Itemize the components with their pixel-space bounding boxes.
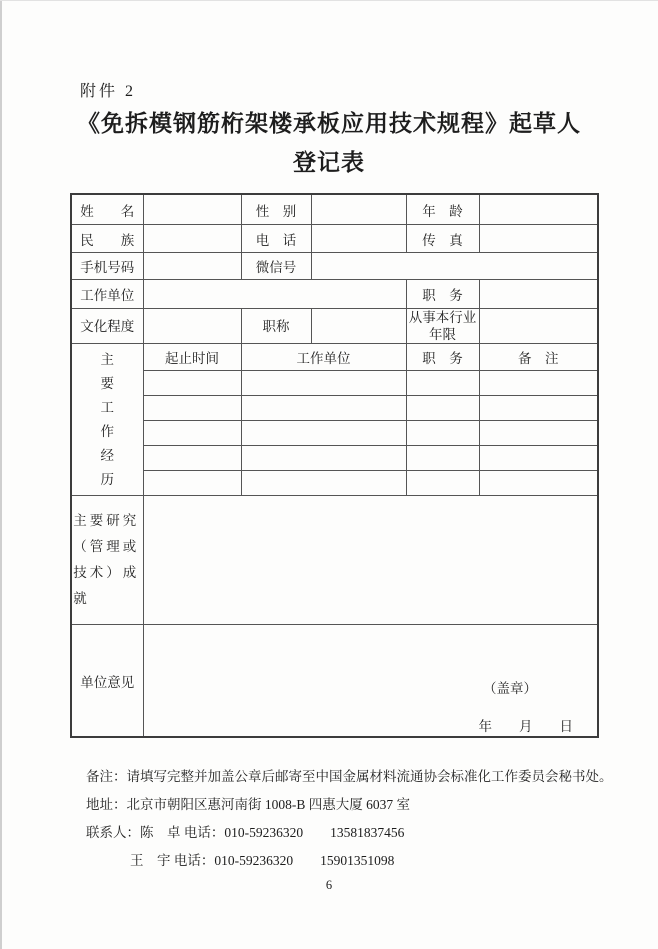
industry-years-field (479, 309, 598, 344)
experience-row (71, 421, 598, 446)
exp-position-field (406, 396, 479, 421)
achievements-row (71, 496, 598, 625)
phone-label: 电 话 (241, 225, 311, 253)
phone-field (311, 225, 406, 253)
exp-employer-field (241, 421, 406, 446)
footer-note: 备注：请填写完整并加盖公章后邮寄至中国金属材料流通协会标准化工作委员会秘书处。 (86, 769, 613, 784)
achievements-field (143, 496, 598, 625)
experience-header-row (71, 344, 598, 371)
footer-contact-1: 联系人：陈 卓 电话：010-59236320 13581837456 (86, 825, 405, 840)
footer-contact-2: 王 宇 电话：010-59236320 15901351098 (130, 853, 395, 868)
ethnicity-label: 民 族 (71, 225, 143, 253)
page-title (0, 104, 658, 182)
age-field (479, 194, 598, 225)
name-label: 姓 名 (71, 194, 143, 225)
unit-opinion-label: 单位意见 (71, 625, 143, 738)
table-row (71, 194, 598, 225)
table-row (71, 309, 598, 344)
table-row (71, 280, 598, 309)
scan-edge-top (0, 0, 658, 1)
exp-time-field (143, 471, 241, 496)
experience-row (71, 396, 598, 421)
exp-col-time: 起止时间 (143, 344, 241, 371)
position-label: 职 务 (406, 280, 479, 309)
wechat-field (311, 253, 598, 280)
professional-title-label: 职称 (241, 309, 311, 344)
registration-table (70, 193, 599, 738)
gender-field (311, 194, 406, 225)
exp-time-field (143, 421, 241, 446)
exp-position-field (406, 371, 479, 396)
table-row (71, 225, 598, 253)
page-number: 6 (325, 878, 333, 892)
fax-label: 传 真 (406, 225, 479, 253)
exp-position-field (406, 471, 479, 496)
exp-employer-field (241, 371, 406, 396)
exp-time-field (143, 396, 241, 421)
exp-remark-field (479, 471, 598, 496)
experience-section-label (71, 344, 143, 496)
exp-position-field (406, 446, 479, 471)
exp-remark-field (479, 371, 598, 396)
exp-col-remark: 备 注 (479, 344, 598, 371)
wechat-label: 微信号 (241, 253, 311, 280)
exp-employer-field (241, 396, 406, 421)
page-title-line2: 登记表 (293, 150, 365, 175)
unit-opinion-field (143, 625, 598, 738)
achievements-label (71, 496, 143, 625)
exp-time-field (143, 371, 241, 396)
position-field (479, 280, 598, 309)
unit-opinion-row (71, 625, 598, 738)
exp-position-field (406, 421, 479, 446)
mobile-label: 手机号码 (71, 253, 143, 280)
table-row (71, 253, 598, 280)
experience-row (71, 446, 598, 471)
exp-remark-field (479, 421, 598, 446)
exp-remark-field (479, 396, 598, 421)
exp-employer-field (241, 446, 406, 471)
industry-years-label: 从事本行业年限 (406, 309, 479, 344)
exp-remark-field (479, 446, 598, 471)
footer-address: 地址：北京市朝阳区惠河南街 1008-B 四惠大厦 6037 室 (86, 797, 410, 812)
experience-row (71, 371, 598, 396)
employer-field (143, 280, 406, 309)
ethnicity-field (143, 225, 241, 253)
exp-col-position: 职 务 (406, 344, 479, 371)
mobile-field (143, 253, 241, 280)
employer-label: 工作单位 (71, 280, 143, 309)
date-placeholder: 年 月 日 (478, 719, 573, 734)
exp-employer-field (241, 471, 406, 496)
experience-section-label-text: 主要工作经历 (100, 351, 114, 487)
name-field (143, 194, 241, 225)
education-label: 文化程度 (71, 309, 143, 344)
page-title-line1: 《免拆模钢筋桁架楼承板应用技术规程》起草人 (77, 111, 581, 136)
fax-field (479, 225, 598, 253)
education-field (143, 309, 241, 344)
gender-label: 性 别 (241, 194, 311, 225)
exp-time-field (143, 446, 241, 471)
exp-col-employer: 工作单位 (241, 344, 406, 371)
achievements-label-text: 主要研究（管理或技术）成就 (73, 513, 140, 606)
seal-placeholder: （盖章） (483, 681, 537, 696)
attachment-label: 附件 2 (80, 83, 137, 100)
footer-notes (86, 763, 613, 875)
age-label: 年 龄 (406, 194, 479, 225)
professional-title-field (311, 309, 406, 344)
experience-row (71, 471, 598, 496)
